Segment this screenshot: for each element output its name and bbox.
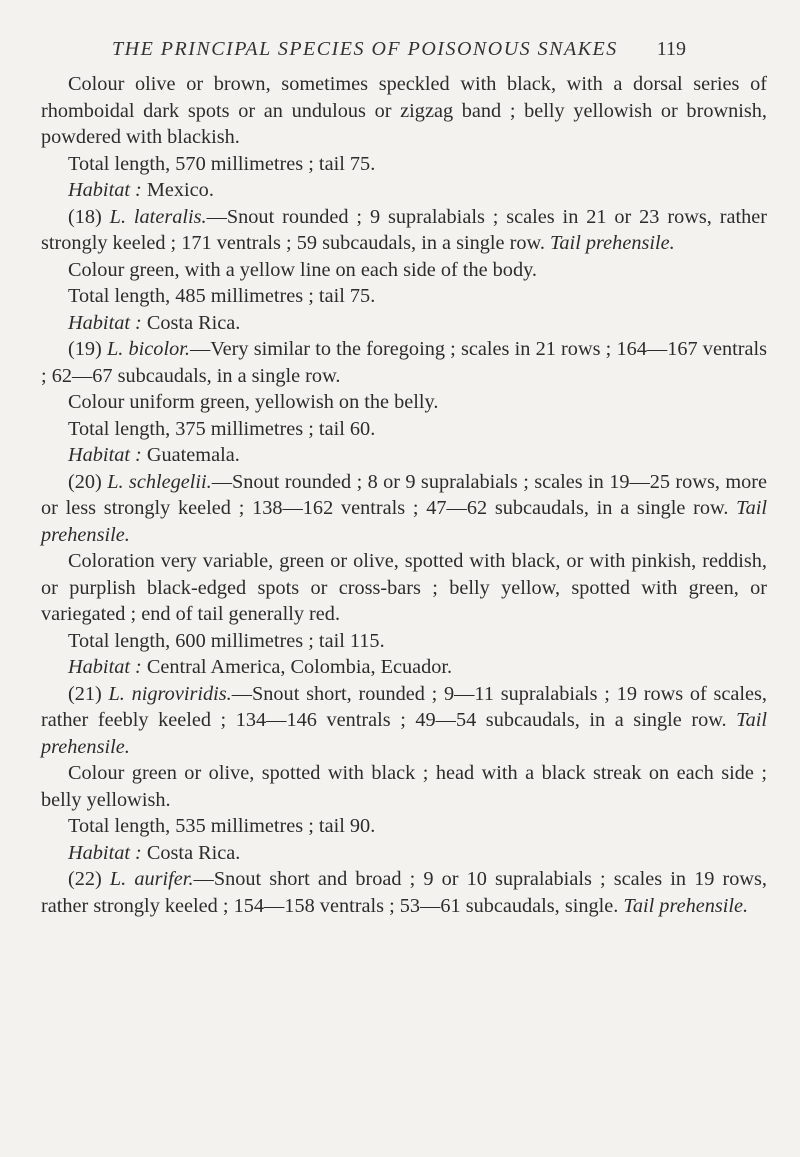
- text-run: (18): [68, 205, 110, 228]
- text-run: Total length, 600 millimetres ; tail 115.: [68, 629, 385, 652]
- text-run: Total length, 535 millimetres ; tail 90.: [68, 815, 376, 837]
- paragraph: [41, 71, 767, 151]
- italic-text: L. nigroviridis.: [108, 682, 232, 705]
- text-run: Central America, Colombia, Ecuador.: [141, 656, 453, 678]
- paragraph: [41, 469, 767, 549]
- italic-text: Tail prehensile.: [41, 497, 767, 546]
- italic-text: Habitat :: [68, 311, 142, 334]
- paragraph: [41, 628, 767, 655]
- paragraph: [41, 389, 767, 416]
- text-run: —Snout rounded ; 8 or 9 supralabials ; scales in 19—25 rows, more or less strongly keeled ; 138—162 ventrals ; 47—62 subcaudals, in a single row.: [41, 470, 767, 519]
- italic-text: Tail prehensile.: [623, 894, 749, 917]
- paragraph: [41, 654, 767, 681]
- text-run: Costa Rica.: [141, 311, 241, 334]
- paragraph: [41, 151, 767, 178]
- text-run: Colour olive or brown, sometimes speckled with black, with a dorsal series of rhomboidal dark spots or an undulous or zigzag band ; belly yellowish or brownish, powdered with blackish.: [41, 73, 767, 148]
- italic-text: Tail prehensile.: [550, 232, 675, 254]
- italic-text: Tail prehensile.: [41, 709, 767, 758]
- paragraph: [41, 840, 767, 867]
- text-run: Guatemala.: [141, 444, 240, 466]
- running-header: [112, 38, 686, 61]
- paragraph: [41, 442, 767, 469]
- paragraph: [41, 257, 767, 284]
- text-run: —Snout rounded ; 9 supralabials ; scales in 21 or 23 rows, rather strongly keeled ; 171 ventrals ; 59 subcaudals, in a single row.: [41, 205, 767, 254]
- text-run: —Snout short and broad ; 9 or 10 supralabials ; scales in 19 rows, rather strongly keeled ; 154—158 ventrals ; 53—61 subcaudals, single.: [41, 868, 768, 917]
- text-run: Colour uniform green, yellowish on the belly.: [68, 391, 439, 413]
- paragraph: [41, 204, 767, 257]
- paragraph: [41, 866, 767, 919]
- text-run: (22): [68, 868, 110, 890]
- italic-text: Habitat :: [68, 841, 142, 864]
- italic-text: Habitat :: [68, 656, 142, 678]
- text-run: Total length, 375 millimetres ; tail 60.: [68, 417, 376, 440]
- paragraph: [41, 177, 767, 204]
- paragraph: [41, 813, 767, 840]
- italic-text: L. lateralis.: [109, 205, 207, 228]
- text-run: (20): [68, 470, 108, 493]
- italic-text: L. schlegelii.: [107, 470, 212, 493]
- paragraph: [41, 336, 767, 389]
- italic-text: L. bicolor.: [106, 338, 190, 360]
- paragraph: [41, 681, 767, 761]
- paragraph: [41, 416, 767, 443]
- italic-text: Habitat :: [68, 444, 142, 466]
- text-run: —Snout short, rounded ; 9—11 supralabials ; 19 rows of scales, rather feebly keeled ; 134—146 ventrals ; 49—54 subcaudals, in a single row.: [41, 682, 767, 731]
- paragraph: [41, 283, 767, 310]
- paragraph: [41, 760, 767, 813]
- page-number: 119: [656, 38, 686, 60]
- paragraph: [41, 548, 767, 628]
- running-title: THE PRINCIPAL SPECIES OF POISONOUS SNAKES: [112, 38, 618, 60]
- text-run: (21): [68, 682, 109, 705]
- body-text: [41, 71, 767, 919]
- text-run: Costa Rica.: [141, 841, 241, 864]
- paragraph: [41, 310, 767, 337]
- text-run: Total length, 570 millimetres ; tail 75.: [68, 152, 376, 175]
- italic-text: Habitat :: [68, 179, 142, 201]
- italic-text: L. aurifer.: [109, 868, 194, 890]
- text-run: —Very similar to the foregoing ; scales in 21 rows ; 164—167 ventrals ; 62—67 subcaudals, in a single row.: [41, 338, 768, 387]
- text-run: Coloration very variable, green or olive, spotted with black, or with pinkish, reddish, or purplish black-edged spots or cross-bars ; belly yellow, spotted with green, or variegated ; end of tail generally red.: [41, 550, 767, 625]
- text-run: Colour green, with a yellow line on each side of the body.: [68, 258, 537, 281]
- text-run: (19): [68, 338, 107, 360]
- text-run: Total length, 485 millimetres ; tail 75.: [68, 285, 376, 307]
- text-run: Mexico.: [141, 179, 214, 201]
- text-run: Colour green or olive, spotted with black ; head with a black streak on each side ; belly yellowish.: [41, 762, 767, 811]
